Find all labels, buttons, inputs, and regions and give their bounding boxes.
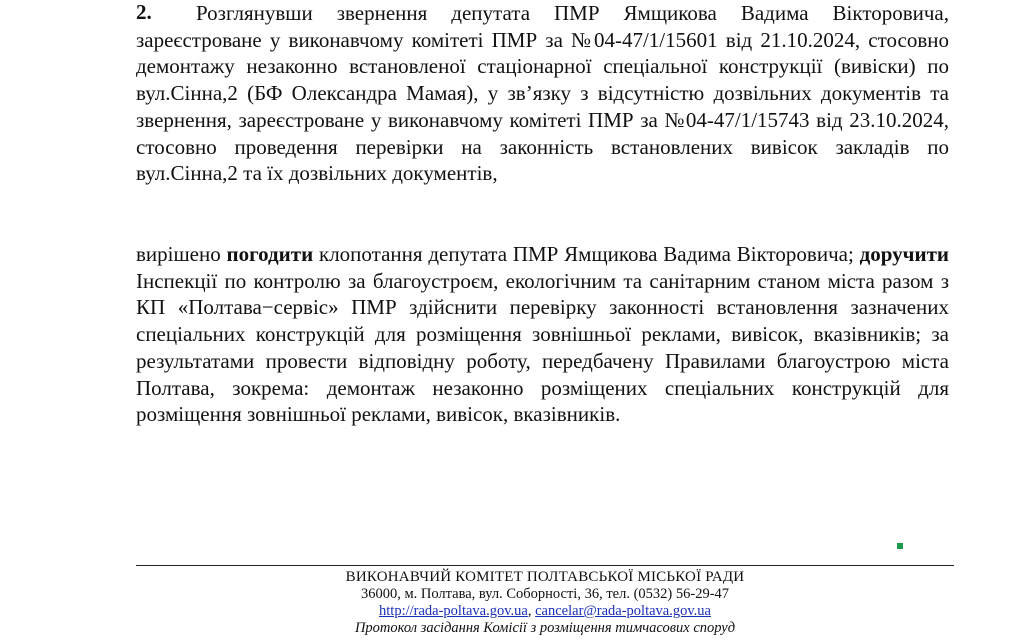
item-intro-text: Розглянувши звернення депутата ПМР Ямщикова Вадима Вікторовича, зареєстроване у виконавчому комітеті ПМР за №04-47/1/15601 від 21.10.2024, стосовно демонтажу незаконно встановленої стаціонарної спеціальної конструкції (вивіски) по вул.Сінна,2 (БФ Олександра Мамая), у зв’язку з відсутністю дозвільних документів та звернення, зареєстроване у виконавчому комітеті ПМР за №04-47/1/15743 від 23.10.2024, стосовно проведення перевірки на законність встановлених вивісок закладів по вул.Сінна,2 та їх дозвільних документів, — [136, 1, 949, 186]
footer-links — [136, 603, 954, 620]
decision-keyword-assign: доручити — [859, 242, 949, 266]
item-number: 2. — [136, 0, 152, 24]
footer-protocol-note: Протокол засідання Комісії з розміщення тимчасових споруд — [354, 620, 736, 636]
footer-organization: ВИКОНАВЧИЙ КОМІТЕТ ПОЛТАВСЬКОЇ МІСЬКОЇ РАДИ — [345, 569, 745, 585]
decision-text-1: вирішено — [136, 242, 227, 266]
footer-link-separator: , — [527, 603, 536, 619]
decision-text-3: Інспекції по контролю за благоустроєм, екологічним та санітарним станом міста разом з КП «Полтава−сервіс» ПМР здійснити перевірку законності встановлення зазначених спеціальних конструкцій для розміщення зовнішньої реклами, вивісок, вказівників; за результатами провести відповідну роботу, передбачену Правилами благоустрою міста Полтава, зокрема: демонтаж незаконно розміщених спеціальних конструкцій для розміщення зовнішньої реклами, вивісок, вказівників. — [136, 268, 949, 427]
website-link[interactable]: http://rada-poltava.gov.ua — [379, 603, 528, 619]
page-footer — [136, 569, 954, 637]
green-marker — [897, 543, 903, 549]
decision-keyword-approve: погодити — [226, 242, 314, 266]
footer-address: 36000, м. Полтава, вул. Соборності, 36, тел. (0532) 56-29-47 — [360, 586, 730, 602]
decision-paragraph — [136, 241, 949, 428]
decision-text-2: клопотання депутата ПМР Ямщикова Вадима Вікторовича; — [313, 242, 860, 266]
item-intro-paragraph — [136, 0, 949, 187]
footer-divider — [136, 565, 954, 566]
email-link[interactable]: cancelar@rada-poltava.gov.ua — [535, 603, 711, 619]
